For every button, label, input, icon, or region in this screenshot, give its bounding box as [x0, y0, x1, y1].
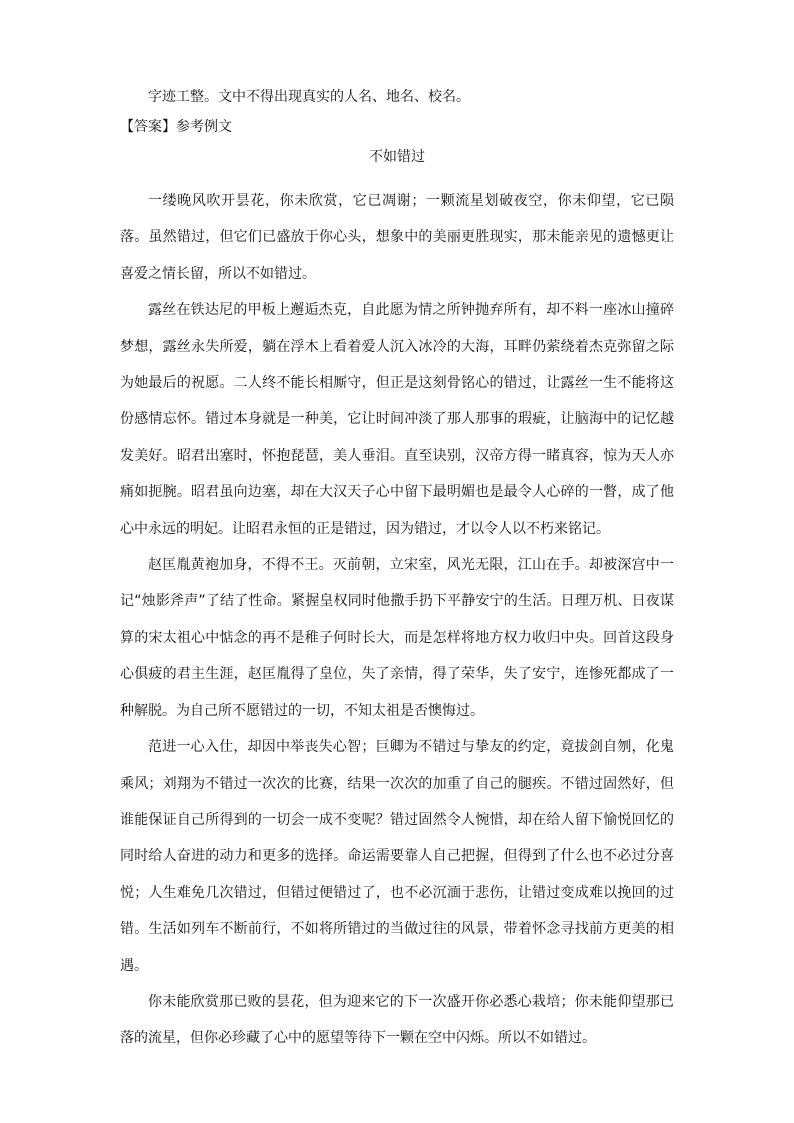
essay-paragraph-2: 露丝在铁达尼的甲板上邂逅杰克，自此愿为情之所钟抛弃所有，却不料一座冰山撞碎梦想，露丝永失所爱，躺在浮木上看着爱人沉入冰冷的大海，耳畔仍萦绕着杰克弥留之际为她最后的祝愿。二人终不能长相厮守，但正是这刻骨铭心的错过，让露丝一生不能将这份感情忘怀。错过本身就是一种美，它让时间冲淡了那人那事的瑕疵，让脑海中的记忆越发美好。昭君出塞时，怀抱琵琶，美人垂泪。直至诀别，汉帝方得一睹真容，惊为天人亦痛如扼腕。昭君虽向边塞，却在大汉天子心中留下最明媚也是最令人心碎的一瞥，成了他心中永远的明妃。让昭君永恒的正是错过，因为错过，才以令人以不朽来铭记。 — [120, 302, 674, 537]
essay-paragraph-4: 范进一心入仕，却因中举丧失心智；巨卿为不错过与挚友的约定，竟拔剑自刎，化鬼乘风；刘翔为不错过一次次的比赛，结果一次次的加重了自己的腿疾。不错过固然好，但谁能保证自己所得到的一切会一成不变呢？错过固然令人惋惜，却在给人留下愉悦回忆的同时给人奋进的动力和更多的选择。命运需要靠人自己把握，但得到了什么也不必过分喜悦；人生难免几次错过，但错过便错过了，也不必沉湎于悲伤，让错过变成难以挽回的过错。生活如列车不断前行，不如将所错过的当做过往的风景，带着怀念寻找前方更美的相遇。 — [120, 739, 674, 974]
document-page — [120, 88, 674, 1057]
essay-title: 不如错过 — [369, 149, 425, 165]
instruction-text: 字迹工整。文中不得出现真实的人名、地名、校名。 — [148, 89, 470, 105]
answer-label: 【答案】参考例文 — [120, 119, 232, 135]
essay-paragraph-5: 你未能欣赏那已败的昙花，但为迎来它的下一次盛开你必悉心栽培；你未能仰望那已落的流星，但你必珍藏了心中的愿望等待下一颗在空中闪烁。所以不如错过。 — [120, 993, 674, 1047]
essay-paragraph-1: 一缕晚风吹开昙花，你未欣赏，它已凋谢；一颗流星划破夜空，你未仰望，它已陨落。虽然错过，但它们已盛放于你心头，想象中的美丽更胜现实，那未能亲见的遗憾更让喜爱之情长留，所以不如错过。 — [120, 193, 674, 282]
essay-paragraph-3: 赵匡胤黄袍加身，不得不王。灭前朝，立宋室，风光无限，江山在手。却被深宫中一记“烛影斧声”了结了性命。紧握皇权同时他撒手扔下平静安宁的生活。日理万机、日夜谋算的宋太祖心中惦念的再不是稚子何时长大，而是怎样将地方权力收归中央。回首这段身心俱疲的君主生涯，赵匡胤得了皇位，失了亲情，得了荣华，失了安宁，连惨死都成了一种解脱。为自己所不愿错过的一切，不知太祖是否懊悔过。 — [120, 557, 674, 719]
